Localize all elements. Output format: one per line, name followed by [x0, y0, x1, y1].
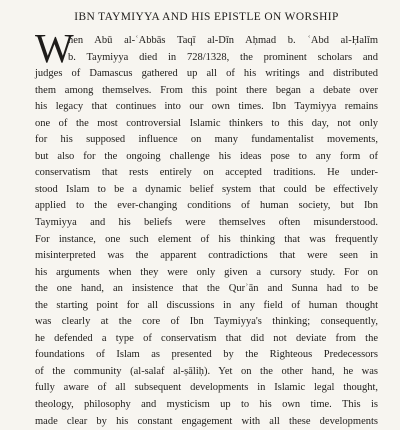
text-line: the one hand, an insistence that the Qurʾān and Sunna had to be	[35, 283, 378, 295]
running-head: IBN TAYMIYYA AND HIS EPISTLE ON WORSHIP	[74, 11, 339, 23]
text-line: conservatism that rests entirely on accepted traditions. He under-	[35, 167, 378, 179]
drop-cap: W	[35, 25, 74, 71]
text-line: b. Taymiyya died in 728/1328, the prominent scholars and	[68, 51, 378, 63]
drop-cap-lines	[68, 33, 378, 66]
text-line: was clearly at the core of Ibn Taymiyya's thinking; consequently,	[35, 316, 378, 328]
text-line: For instance, one such element of his thinking that was frequently	[35, 233, 378, 245]
text-line: Taymiyya and his beliefs were themselves often misunderstood.	[35, 217, 378, 229]
text-line: made clear by his constant engagement with all these developments	[35, 415, 378, 427]
text-line: judges of Damascus gathered up all of his writings and distributed	[35, 68, 378, 80]
text-line: misinterpreted was the apparent contradictions that were seen in	[35, 250, 378, 262]
text-line: fully aware of all subsequent developments in Islamic legal thought,	[35, 382, 378, 394]
text-line: one of the most controversial Islamic thinkers to this day, not only	[35, 117, 378, 129]
text-line: hen Abū al-ʿAbbās Taqī al-Dīn Aḥmad b. ʿAbd al-Ḥalīm	[68, 35, 378, 46]
text-line: applied to the ever-changing conditions of human society, but Ibn	[35, 200, 378, 212]
text-line: theology, philosophy and mysticism up to his own time. This is	[35, 399, 378, 411]
text-line: for his supposed influence on many fundamentalist movements,	[35, 134, 378, 146]
opening-paragraph-start	[35, 25, 378, 71]
text-line: foundations of Islam as presented by the Righteous Predecessors	[35, 349, 378, 361]
text-line: of the community (al-salaf al-ṣāliḥ). Yet on the other hand, he was	[35, 365, 378, 377]
text-line: stood Islam to be a dynamic belief system that could be effectively	[35, 183, 378, 195]
text-line: his arguments when they were only given a cursory study. For on	[35, 266, 378, 278]
text-line: his legacy that continues into our own times. Ibn Taymiyya remains	[35, 101, 378, 113]
body-text	[35, 66, 378, 430]
text-line: but also for the ongoing challenge his ideas pose to any form of	[35, 150, 378, 162]
text-line: the starting point for all discussions in any field of human thought	[35, 299, 378, 311]
text-line: he defended a type of conservatism that did not deviate from the	[35, 332, 378, 344]
text-line: them among themselves. From this point there began a debate over	[35, 84, 378, 96]
